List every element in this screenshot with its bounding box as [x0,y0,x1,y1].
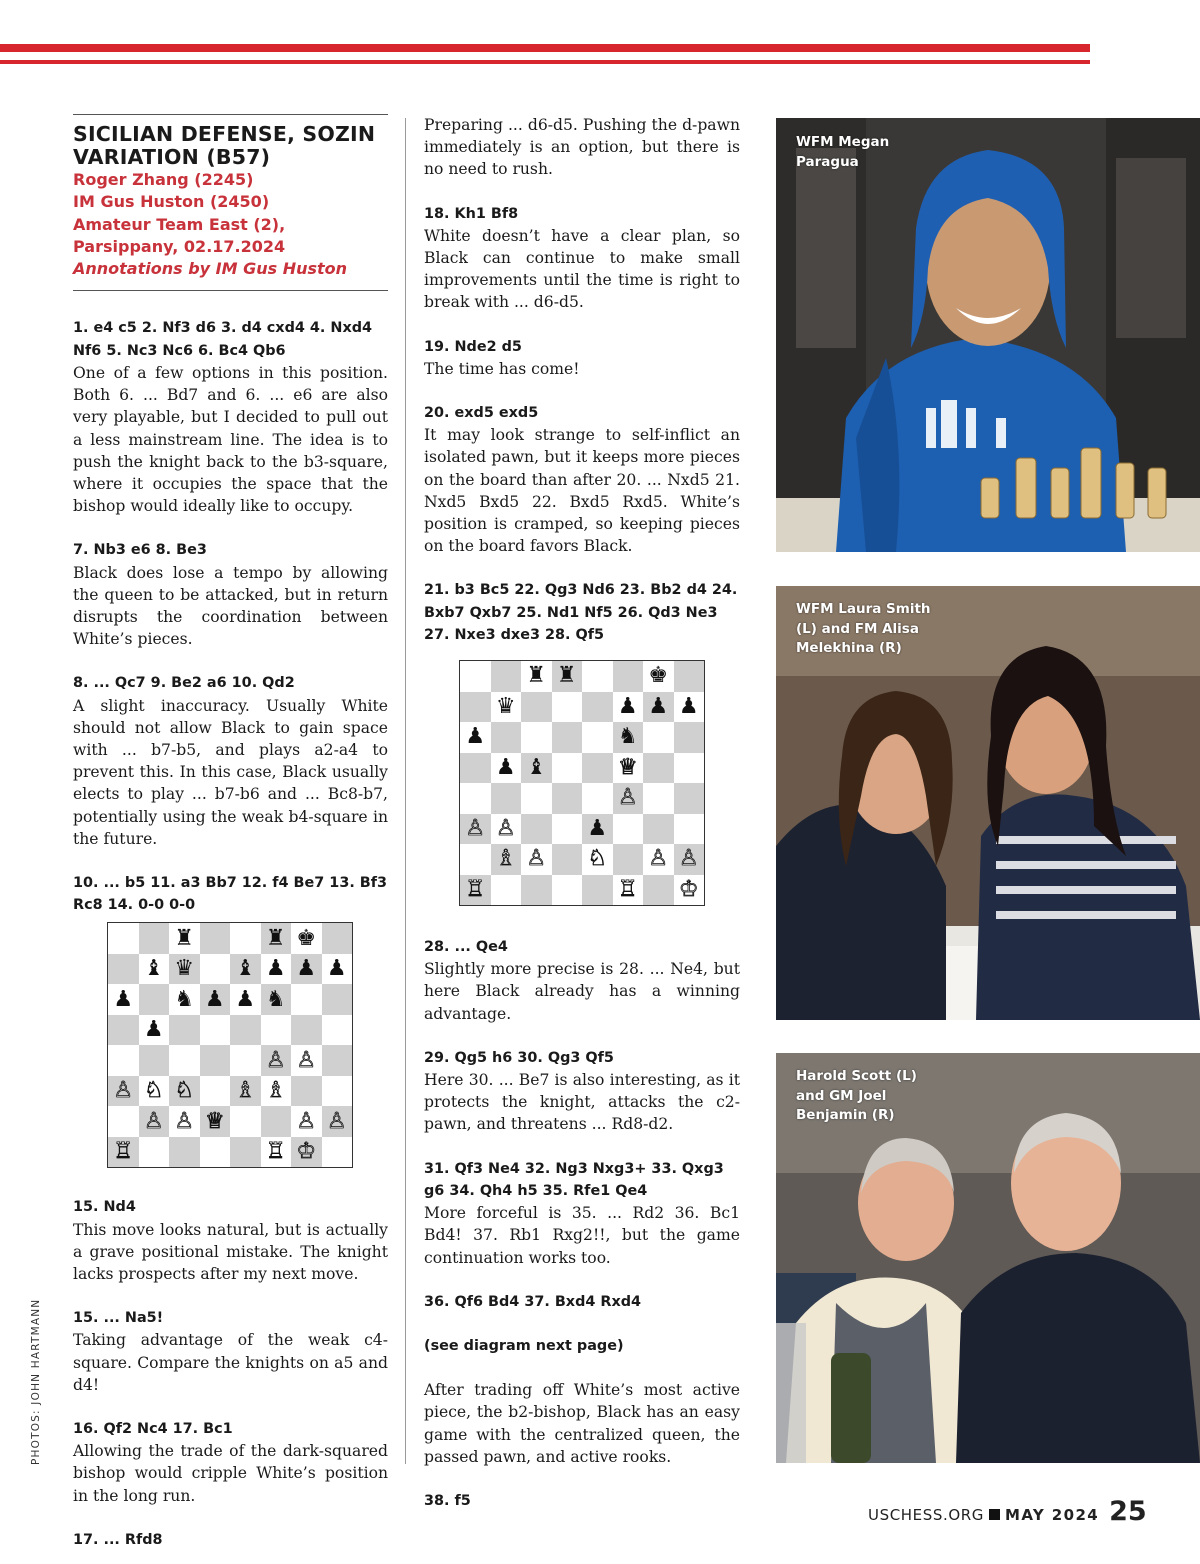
chess-diagram [107,922,353,1168]
board-square [291,1076,322,1107]
black-pawn-icon: ♟ [678,693,699,719]
board-square [169,1045,200,1076]
moves: 15. Nd4 [73,1199,136,1216]
black-pawn-icon: ♟ [495,754,516,780]
board-square [230,1137,261,1168]
board-square [674,753,705,784]
board-square [643,692,674,723]
board-square [643,753,674,784]
board-square [230,954,261,985]
board-square [491,814,522,845]
board-square [643,722,674,753]
white-king-icon: ♔ [296,1139,317,1165]
board-square [491,753,522,784]
board-square [582,783,613,814]
board-square [230,1106,261,1137]
annotation: It may look strange to self-inflict an isolated pawn, but it keeps more pieces on the board than after 20. ... Nxd5 21. Nxd5 Bxd5 22. Bxd5 Rxd5. White’s position is cramped, so keeping pieces on the board favors Black. [424,426,740,556]
board-square [643,844,674,875]
board-square [230,1045,261,1076]
board-square [291,923,322,954]
board-square [521,844,552,875]
board-square [613,814,644,845]
moves: 36. Qf6 Bd4 37. Bxd4 Rxd4 [424,1293,642,1310]
board-square [261,1015,292,1046]
black-knight-icon: ♞ [174,986,195,1012]
white-bishop-icon: ♗ [265,1078,286,1104]
board-square [139,1015,170,1046]
black-player: IM Gus Huston (2450) [73,192,270,212]
board-square [491,875,522,906]
board-square [460,783,491,814]
board-square [674,661,705,692]
board-square [108,1015,139,1046]
board-square [552,844,583,875]
board-square [674,692,705,723]
board-square [521,722,552,753]
white-bishop-icon: ♗ [495,846,516,872]
annotation: Allowing the trade of the dark-squared bishop would cripple White’s position in the long run. [73,1442,388,1505]
board-square [322,984,353,1015]
board-square [261,954,292,985]
chess-diagram [459,660,705,906]
board-square [613,753,644,784]
board-square [261,984,292,1015]
moves: 31. Qf3 Ne4 32. Ng3 Nxg3+ 33. Qxg3 g6 34. Qh4 h5 35. Rfe1 Qe4 [424,1160,724,1199]
black-pawn-icon: ♟ [113,986,134,1012]
board-square [108,1076,139,1107]
white-pawn-icon: ♙ [265,1047,286,1073]
board-square [460,661,491,692]
board-square [460,753,491,784]
board-square [261,1045,292,1076]
annotation: More forceful is 35. ... Rd2 36. Bc1 Bd4! 37. Rb1 Rxg2!!, but the game continuation works too. [424,1204,740,1267]
board-square [200,984,231,1015]
black-pawn-icon: ♟ [235,986,256,1012]
moves: 18. Kh1 Bf8 [424,205,519,222]
board-square [552,753,583,784]
black-knight-icon: ♞ [265,986,286,1012]
board-square [230,1015,261,1046]
board-square [674,844,705,875]
black-king-icon: ♚ [648,663,669,689]
white-pawn-icon: ♙ [296,1108,317,1134]
board-square [139,984,170,1015]
photo-illustration [776,118,1200,552]
annotation: A slight inaccuracy. Usually White should not allow Black to gain space with ... b7-b5, and plays a2-a4 to prevent this. In this case, Black usually elects to play ... b7-b6 and ... Bc8-b7, potentially using the weak b4-square in the future. [73,696,388,848]
black-pawn-icon: ♟ [296,956,317,982]
column-divider [405,118,406,1464]
white-pawn-icon: ♙ [174,1108,195,1134]
annotation: One of a few options in this position. Both 6. ... Bd7 and 6. ... e6 are also very playable, but I decided to pull out a less mainstream line. The idea is to push the knight back to the b3-square, where it occupies the space that the bishop would ideally like to occupy. [73,363,388,516]
white-knight-icon: ♘ [143,1078,164,1104]
moves: 17. ... Rfd8 [73,1531,163,1548]
annotation: Taking advantage of the weak c4-square. Compare the knights on a5 and d4! [73,1331,388,1394]
board-square [261,923,292,954]
board-square [291,984,322,1015]
board-square [582,722,613,753]
board-square [200,1137,231,1168]
white-knight-icon: ♘ [587,846,608,872]
white-pawn-icon: ♙ [296,1047,317,1073]
moves: 16. Qf2 Nc4 17. Bc1 [73,1420,233,1437]
board-square [169,954,200,985]
moves: 29. Qg5 h6 30. Qg3 Qf5 [424,1049,614,1066]
board-square [261,1076,292,1107]
board-square [521,814,552,845]
board-square [200,1106,231,1137]
white-pawn-icon: ♙ [526,846,547,872]
black-pawn-icon: ♟ [143,1017,164,1043]
board-square [200,1076,231,1107]
board-square [460,692,491,723]
site-name: USCHESS.ORG [868,1506,984,1524]
column-middle [424,114,740,1512]
board-square [460,722,491,753]
square-bullet-icon [989,1509,1000,1520]
annotation: The time has come! [424,359,580,378]
white-rook-icon: ♖ [265,1139,286,1165]
black-knight-icon: ♞ [617,724,638,750]
board-square [230,923,261,954]
moves: 28. ... Qe4 [424,939,508,956]
board-square [200,1045,231,1076]
board-square [521,875,552,906]
board-square [552,875,583,906]
black-queen-icon: ♛ [495,693,516,719]
board-square [491,722,522,753]
board-square [108,984,139,1015]
white-player: Roger Zhang (2245) [73,170,254,189]
white-pawn-icon: ♙ [495,815,516,841]
board-square [291,1015,322,1046]
board-square [613,661,644,692]
board-square [521,783,552,814]
black-pawn-icon: ♟ [648,693,669,719]
white-rook-icon: ♖ [465,876,486,902]
photo-megan-paragua [776,118,1200,552]
board-square [521,753,552,784]
page-number: 25 [1109,1496,1147,1527]
board-square [582,753,613,784]
annotation: This move looks natural, but is actually a grave positional mistake. The knight lacks prospects after my next move. [73,1220,388,1283]
board-square [322,1045,353,1076]
annotation: Here 30. ... Be7 is also interesting, as it protects the knight, attacks the c2-pawn, and threatens ... Rd8-d2. [424,1071,740,1134]
board-square [291,1106,322,1137]
board-square [169,984,200,1015]
board-square [552,783,583,814]
black-bishop-icon: ♝ [235,956,256,982]
board-square [643,814,674,845]
board-square [139,1076,170,1107]
white-king-icon: ♔ [678,876,699,902]
board-square [322,1076,353,1107]
board-square [200,923,231,954]
moves: 1. e4 c5 2. Nf3 d6 3. d4 cxd4 4. Nxd4 Nf6 5. Nc3 Nc6 6. Bc4 Qb6 [73,320,373,359]
top-red-stripe-thick [0,44,1090,52]
top-red-stripe-thin [0,60,1090,64]
board-square [322,1106,353,1137]
black-rook-icon: ♜ [556,663,577,689]
annotation: White doesn’t have a clear plan, so Black can continue to make small improvements until the time is right to break with ... d6-d5. [424,226,740,312]
annotator: Annotations by IM Gus Huston [73,259,348,279]
black-rook-icon: ♜ [265,925,286,951]
page-footer [868,1496,1147,1527]
board-square [582,844,613,875]
board-square [108,923,139,954]
photo-caption: WFM Megan Paragua [796,134,890,170]
board-square [291,1137,322,1168]
board-square [521,692,552,723]
board-square [108,1045,139,1076]
white-pawn-icon: ♙ [465,815,486,841]
black-rook-icon: ♜ [174,925,195,951]
board-square [674,875,705,906]
diagram-note: (see diagram next page) [424,1337,624,1354]
board-square [613,875,644,906]
board-square [139,1045,170,1076]
black-rook-icon: ♜ [526,663,547,689]
white-bishop-icon: ♗ [235,1078,256,1104]
photo-caption: WFM Laura Smith (L) and FM Alisa Melekhina (R) [796,601,931,656]
board-square [521,661,552,692]
black-pawn-icon: ♟ [587,815,608,841]
board-square [169,1137,200,1168]
board-square [169,923,200,954]
black-pawn-icon: ♟ [617,693,638,719]
black-pawn-icon: ♟ [204,986,225,1012]
moves: 21. b3 Bc5 22. Qg3 Nd6 23. Bb2 d4 24. Bxb7 Qxb7 25. Nd1 Nf5 26. Qd3 Ne3 27. Nxe3 dxe3 28. Qf5 [424,582,738,643]
board-square [491,844,522,875]
board-square [322,1015,353,1046]
board-square [582,661,613,692]
board-square [230,1076,261,1107]
white-pawn-icon: ♙ [143,1108,164,1134]
board-square [108,1106,139,1137]
moves: 10. ... b5 11. a3 Bb7 12. f4 Be7 13. Bf3 Rc8 14. 0-0 0-0 [73,874,388,914]
board-square [552,661,583,692]
board-square [169,1106,200,1137]
game-title: SICILIAN DEFENSE, SOZIN VARIATION (B57) [73,122,376,169]
board-square [108,1137,139,1168]
column-left [73,114,388,1551]
board-square [643,875,674,906]
white-queen-icon: ♕ [617,754,638,780]
white-pawn-icon: ♙ [678,846,699,872]
board-square [674,783,705,814]
moves: 8. ... Qc7 9. Be2 a6 10. Qd2 [73,675,295,692]
white-pawn-icon: ♙ [617,785,638,811]
board-square [491,661,522,692]
board-square [230,984,261,1015]
moves: 20. exd5 exd5 [424,405,539,422]
board-square [613,844,644,875]
issue-date: MAY 2024 [1005,1506,1100,1524]
board-square [261,1137,292,1168]
board-square [322,954,353,985]
white-pawn-icon: ♙ [113,1078,134,1104]
board-square [582,692,613,723]
black-king-icon: ♚ [296,925,317,951]
black-pawn-icon: ♟ [326,956,347,982]
board-square [613,692,644,723]
board-square [613,783,644,814]
annotation: After trading off White’s most active piece, the b2-bishop, Black has an easy game with the centralized queen, the passed pawn, and active rooks. [424,1381,740,1466]
board-square [322,923,353,954]
board-square [108,954,139,985]
board-square [460,844,491,875]
game-header [73,114,388,291]
black-pawn-icon: ♟ [265,956,286,982]
board-square [169,1076,200,1107]
board-square [291,1045,322,1076]
black-queen-icon: ♛ [174,956,195,982]
white-rook-icon: ♖ [113,1139,134,1165]
board-square [552,722,583,753]
board-square [200,1015,231,1046]
board-square [643,783,674,814]
moves: 38. f5 [424,1492,471,1509]
annotation: Slightly more precise is 28. ... Ne4, but here Black already has a winning advantage. [424,960,740,1023]
black-pawn-icon: ♟ [465,724,486,750]
white-rook-icon: ♖ [617,876,638,902]
moves: 15. ... Na5! [73,1310,164,1327]
event-info: Amateur Team East (2), Parsippany, 02.17.2024 [73,214,286,256]
board-square [139,954,170,985]
photo-caption: Harold Scott (L) and GM Joel Benjamin (R) [796,1068,917,1123]
white-pawn-icon: ♙ [648,846,669,872]
board-square [613,722,644,753]
white-knight-icon: ♘ [174,1078,195,1104]
moves: 19. Nde2 d5 [424,338,522,355]
moves: 7. Nb3 e6 8. Be3 [73,542,207,559]
board-square [460,814,491,845]
board-square [261,1106,292,1137]
black-bishop-icon: ♝ [143,956,164,982]
board-square [291,954,322,985]
board-square [643,661,674,692]
board-square [491,783,522,814]
black-bishop-icon: ♝ [526,754,547,780]
board-square [460,875,491,906]
annotation: Black does lose a tempo by allowing the queen to be attacked, but in return disrupts the coordination between White’s pieces. [73,563,388,649]
white-queen-icon: ♕ [204,1108,225,1134]
board-square [322,1137,353,1168]
board-square [674,814,705,845]
board-square [552,814,583,845]
white-pawn-icon: ♙ [326,1108,347,1134]
board-square [582,814,613,845]
board-square [139,923,170,954]
photo-credit: PHOTOS: JOHN HARTMANN [30,1298,42,1465]
board-square [582,875,613,906]
board-square [491,692,522,723]
board-square [169,1015,200,1046]
board-square [139,1106,170,1137]
board-square [674,722,705,753]
board-square [200,954,231,985]
board-square [552,692,583,723]
annotation: Preparing ... d6-d5. Pushing the d-pawn immediately is an option, but there is no need to rush. [424,116,740,179]
board-square [139,1137,170,1168]
